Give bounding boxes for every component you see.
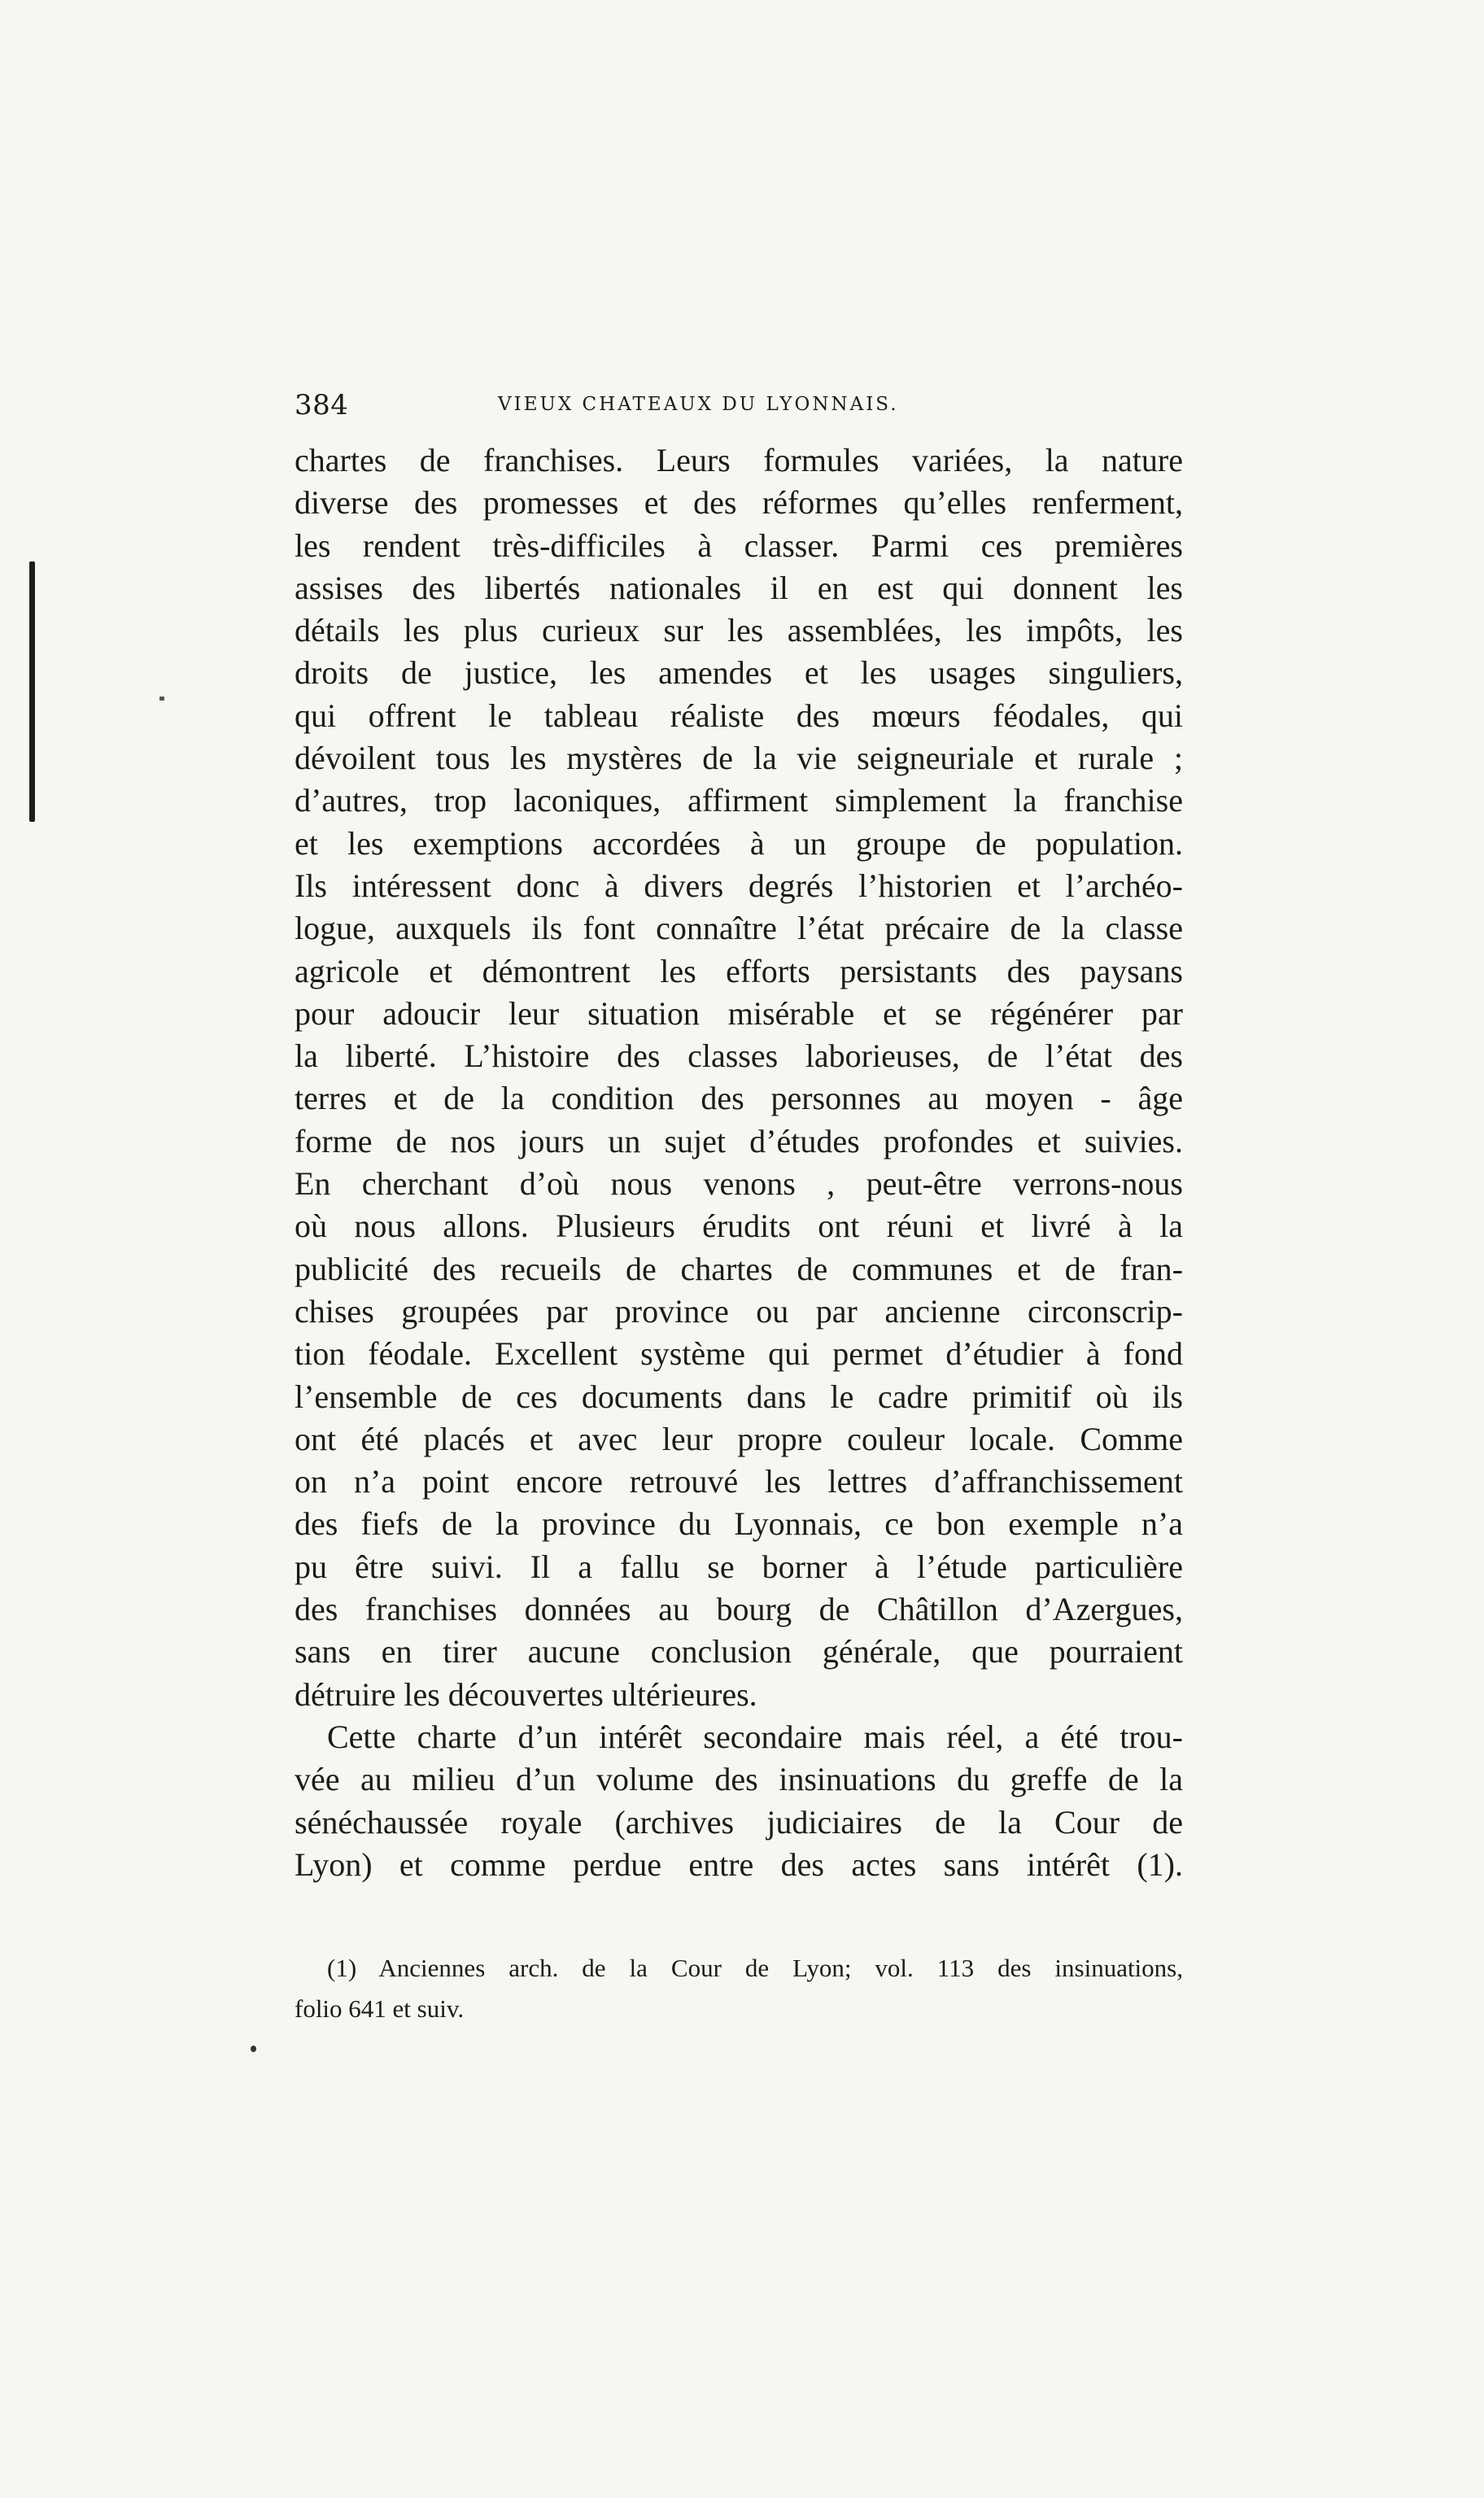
running-title: VIEUX CHATEAUX DU LYONNAIS.: [498, 394, 899, 415]
footnote-line: (1) Anciennes arch. de la Cour de Lyon; vol. 113 des insinuations,: [327, 1954, 1183, 1982]
text-line: terres et de la condition des personnes au moyen - âge: [295, 1080, 1183, 1117]
text-line: logue, auxquels ils font connaître l’état précaire de la classe: [295, 910, 1183, 947]
margin-ink-bar: [29, 561, 35, 822]
text-line: d’autres, trop laconiques, affirment simplement la franchise: [295, 782, 1183, 819]
text-line: publicité des recueils de chartes de communes et de fran-: [295, 1250, 1183, 1287]
text-line: En cherchant d’où nous venons , peut-être verrons-nous: [295, 1165, 1183, 1203]
body-text: [295, 439, 1183, 1886]
text-line: droits de justice, les amendes et les usages singuliers,: [295, 654, 1183, 692]
text-line: agricole et démontrent les efforts persistants des paysans: [295, 952, 1183, 989]
text-line: et les exemptions accordées à un groupe de population.: [295, 824, 1183, 862]
text-line: assises des libertés nationales il en est qui donnent les: [295, 569, 1183, 606]
footnote: [295, 1948, 1183, 2029]
paragraph-first-line: Cette charte d’un intérêt secondaire mais réel, a été trou-: [327, 1718, 1183, 1755]
text-line: diverse des promesses et des réformes qu’elles renferment,: [295, 484, 1183, 522]
text-line: pu être suivi. Il a fallu se borner à l’étude particulière: [295, 1548, 1183, 1585]
text-line: des fiefs de la province du Lyonnais, ce bon exemple n’a: [295, 1505, 1183, 1543]
paragraph-last-line: détruire les découvertes ultérieures.: [295, 1675, 757, 1713]
text-line: qui offrent le tableau réaliste des mœurs féodales, qui: [295, 697, 1183, 734]
text-line: tion féodale. Excellent système qui permet d’étudier à fond: [295, 1335, 1183, 1373]
footnote-line: folio 641 et suiv.: [295, 1994, 465, 2023]
stray-ink-mark: [251, 2046, 256, 2052]
text-line: chises groupées par province ou par ancienne circonscrip-: [295, 1292, 1183, 1330]
text-line: chartes de franchises. Leurs formules variées, la nature: [295, 442, 1183, 478]
text-line: forme de nos jours un sujet d’études profondes et suivies.: [295, 1122, 1183, 1159]
text-line: pour adoucir leur situation misérable et se régénérer par: [295, 994, 1183, 1032]
text-line: on n’a point encore retrouvé les lettres d’affranchissement: [295, 1463, 1183, 1500]
text-line: vée au milieu d’un volume des insinuations du greffe de la: [295, 1761, 1183, 1798]
text-line: Lyon) et comme perdue entre des actes sans intérêt (1).: [295, 1845, 1183, 1883]
text-line: où nous allons. Plusieurs érudits ont réuni et livré à la: [295, 1208, 1183, 1245]
page-number: 384: [295, 389, 349, 421]
text-line: la liberté. L’histoire des classes laborieuses, de l’état des: [295, 1037, 1183, 1075]
text-line: détails les plus curieux sur les assemblées, les impôts, les: [295, 612, 1183, 649]
text-line: sans en tirer aucune conclusion générale, que pourraient: [295, 1633, 1183, 1670]
text-line: dévoilent tous les mystères de la vie seigneuriale et rurale ;: [295, 740, 1183, 777]
running-head: [295, 389, 1183, 425]
text-line: les rendent très-difficiles à classer. Parmi ces premières: [295, 526, 1183, 564]
text-line: Ils intéressent donc à divers degrés l’historien et l’archéo-: [295, 867, 1183, 904]
text-line: sénéchaussée royale (archives judiciaires de la Cour de: [295, 1803, 1183, 1841]
text-line: des franchises données au bourg de Châtillon d’Azergues,: [295, 1591, 1183, 1628]
text-line: ont été placés et avec leur propre couleur locale. Comme: [295, 1420, 1183, 1457]
margin-mark: [159, 697, 164, 701]
text-line: l’ensemble de ces documents dans le cadre primitif où ils: [295, 1378, 1183, 1415]
